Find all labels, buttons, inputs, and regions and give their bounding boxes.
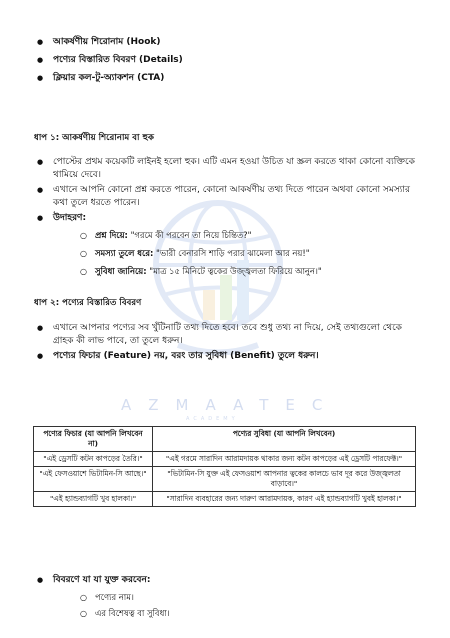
examples-list (0, 229, 420, 278)
table-row (34, 492, 416, 507)
bottom-list (0, 574, 420, 587)
bottom-sublist (0, 591, 420, 620)
list-item: ● আকর্ষণীয় শিরোনাম (Hook) (0, 36, 420, 49)
example-label: সমস্যা তুলে ধরে: (95, 248, 154, 258)
table-row (34, 467, 416, 492)
example-item (0, 265, 420, 278)
list-item: ● এখানে আপনার পণ্যের সব খুঁটিনাটি তথ্য দিতে হবে। তবে শুধু তথ্য না দিয়ে, সেই তথ্যগুলো থেকে গ্রাহক কী লাভ পাবে, তা তুলে ধরুন। (0, 322, 420, 348)
step1-bullets (0, 156, 420, 225)
example-item (0, 229, 420, 242)
list-item: ● এখানে আপনি কোনো প্রশ্ন করতে পারেন, কোনো আকর্ষণীয় তথ্য দিতে পারেন অথবা কোনো সমস্যার কথা তুলে ধরতে পারেন। (0, 184, 420, 210)
table-header-row (34, 427, 416, 452)
step2-bullets (0, 322, 420, 363)
bottom-section (0, 574, 420, 620)
step1-heading: ধাপ ১: আকর্ষণীয় শিরোনাম বা হুক (34, 133, 154, 143)
example-text: "ভারী বেনারসি শাড়ি পরার ঝামেলা আর নয়!" (155, 248, 310, 258)
example-label: প্রশ্ন দিয়ে: (95, 230, 128, 240)
example-text: "গরমে কী পরবেন তা নিয়ে চিন্তিত?" (130, 230, 252, 240)
step2-heading: ধাপ ২: পণ্যের বিস্তারিত বিবরণ (34, 298, 142, 308)
intro-list (0, 36, 420, 85)
step1-section (0, 156, 420, 278)
table-cell: "এই ড্রেসটি কটন কাপড়ের তৈরি।" (34, 452, 153, 467)
table-cell: "এই ফেসওয়াশে ভিটামিন-সি আছে।" (34, 467, 153, 492)
list-item: ● পণ্যের বিস্তারিত বিবরণ (Details) (0, 54, 420, 67)
watermark-sub: ACADEMY (186, 416, 239, 422)
list-item: ● পোস্টের প্রথম কয়েকটি লাইনই হলো হুক। এটি এমন হওয়া উচিত যা স্ক্রল করতে থাকা কোনো ব্যক্তিকে থামিয়ে দেবে। (0, 156, 420, 182)
table-row (34, 452, 416, 467)
example-label: সুবিধা জানিয়ে: (95, 266, 147, 276)
table-cell: "এই হ্যান্ডব্যাগটি খুব হালকা।" (34, 492, 153, 507)
step2-section (0, 322, 420, 363)
intro-section (0, 36, 420, 85)
table-header-cell: পণ্যের ফিচার (যা আপনি লিখবেন না) (34, 427, 153, 452)
example-text: "মাত্র ১৫ মিনিটে ত্বকের উজ্জ্বলতা ফিরিয়ে আনুন।" (149, 266, 322, 276)
example-item (0, 247, 420, 260)
list-item: ● ক্লিয়ার কল-টু-অ্যাকশন (CTA) (0, 72, 420, 85)
list-item: ○ পণ্যের নাম। (0, 591, 420, 604)
table-cell: "এই গরমে সারাদিন আরামদায়ক থাকার জন্য কটন কাপড়ের এই ড্রেসটি পারফেক্ট।" (153, 452, 416, 467)
watermark-brand: AZMAATEC (121, 396, 340, 414)
feature-benefit-table (33, 426, 416, 507)
table-header-cell: পণ্যের সুবিধা (যা আপনি লিখবেন) (153, 427, 416, 452)
list-item: ○ এর বিশেষত্ব বা সুবিধা। (0, 607, 420, 620)
table-cell: "ভিটামিন-সি যুক্ত এই ফেসওয়াশ আপনার ত্বকের কালচে ভাব দূর করে উজ্জ্বলতা বাড়াবে।" (153, 467, 416, 492)
bottom-label: ● বিবরণে যা যা যুক্ত করবেন: (0, 574, 420, 587)
list-item: ● পণ্যের ফিচার (Feature) নয়, বরং তার সুবিধা (Benefit) তুলে ধরুন। (0, 350, 420, 363)
examples-label: ● উদাহরণ: (0, 212, 420, 225)
table-cell: "সারাদিন ব্যবহারের জন্য দারুণ আরামদায়ক, কারণ এই হ্যান্ডব্যাগটি খুবই হালকা।" (153, 492, 416, 507)
